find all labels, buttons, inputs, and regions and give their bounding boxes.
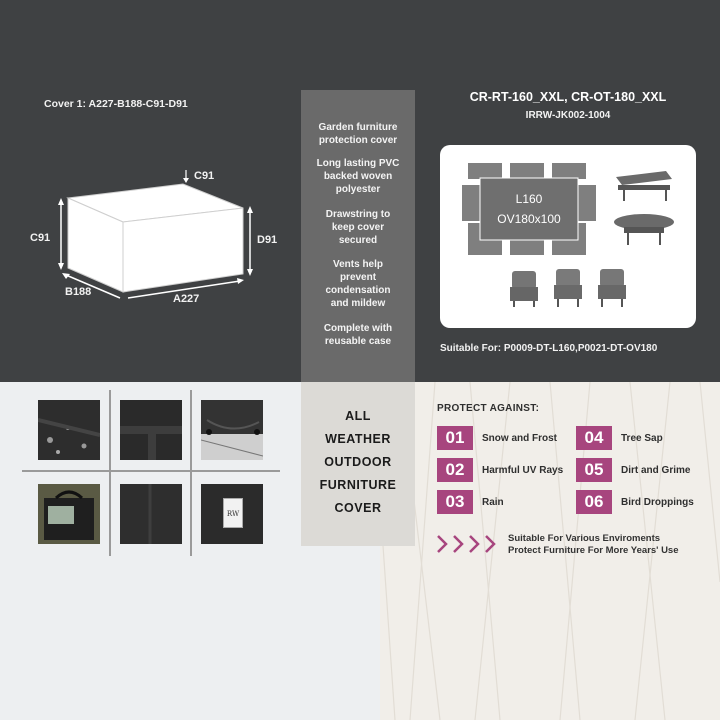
aw-line-1: ALL [345,409,371,423]
footer-line-2: Protect Furniture For More Years' Use [508,545,679,556]
rect-table-top [616,171,672,185]
rattan-chair-3 [598,269,626,307]
grid-divider-vertical-2 [190,390,192,556]
thumb-waterproof [38,400,100,460]
chevron-arrows-icon [436,533,500,555]
thumb-seam [120,400,182,460]
table-label-l160: L160 [515,192,543,206]
feature-4: Vents help prevent condensation and mildew [325,259,391,309]
chair-right [578,185,596,221]
cover-dimensions-label: Cover 1: A227-B188-C91-D91 [44,98,188,110]
protect-num-02: 02 [437,458,473,482]
protect-label-02: Harmful UV Rays [482,465,564,476]
protect-num-01: 01 [437,426,473,450]
chair-top-1 [468,163,502,179]
table-label-ov180: OV180x100 [497,212,561,226]
footer-line-1: Suitable For Various Enviroments [508,533,661,544]
dim-c-top: C91 [194,170,215,182]
dim-a-bottom: A227 [173,293,200,305]
feature-1: Garden furniture protection cover [318,122,398,146]
rattan-chair-1 [510,271,538,307]
aw-line-3: OUTDOOR [324,455,392,469]
protect-label-03: Rain [482,497,504,508]
protect-label-01: Snow and Frost [482,433,557,444]
protect-label-06: Bird Droppings [621,497,694,508]
chair-top-2 [510,163,544,179]
brand-logo: RW [223,498,243,528]
protect-num-06: 06 [576,490,612,514]
thumb-drawstring [201,400,263,460]
aw-line-2: WEATHER [325,432,391,446]
suitable-for-models: Suitable For: P0009-DT-L160,P0021-DT-OV180 [440,343,658,354]
protect-label-05: Dirt and Grime [621,465,691,476]
thumb-logo-tag [201,484,263,544]
aw-line-5: COVER [334,501,382,515]
protect-label-04: Tree Sap [621,433,663,444]
feature-3: Drawstring to keep cover secured [325,209,391,246]
grid-divider-vertical-1 [109,390,111,556]
thumb-fabric [120,484,182,544]
dim-d-right: D91 [257,234,278,246]
dim-b-bottom: B188 [65,286,92,298]
aw-line-4: FURNITURE [319,478,397,492]
protect-num-04: 04 [576,426,612,450]
model-code: IRRW-JK002-1004 [525,110,611,121]
chair-top-3 [552,163,586,179]
table-illustration-card [440,145,696,328]
feature-5: Complete with reusable case [323,323,393,347]
rattan-chair-2 [554,269,582,307]
feature-2: Long lasting PVC backed woven polyester [316,158,400,195]
grid-divider-horizontal [22,470,280,472]
protect-num-03: 03 [437,490,473,514]
protect-title: PROTECT AGAINST: [437,403,540,414]
box-front-face [123,208,243,292]
cover-box-diagram [28,160,258,310]
dim-c-left: C91 [30,232,51,244]
thumb-storage-bag [38,484,100,544]
dining-set-illustration [440,145,696,328]
model-title: CR-RT-160_XXL, CR-OT-180_XXL [469,90,667,104]
chair-left [462,185,482,221]
protect-num-05: 05 [576,458,612,482]
